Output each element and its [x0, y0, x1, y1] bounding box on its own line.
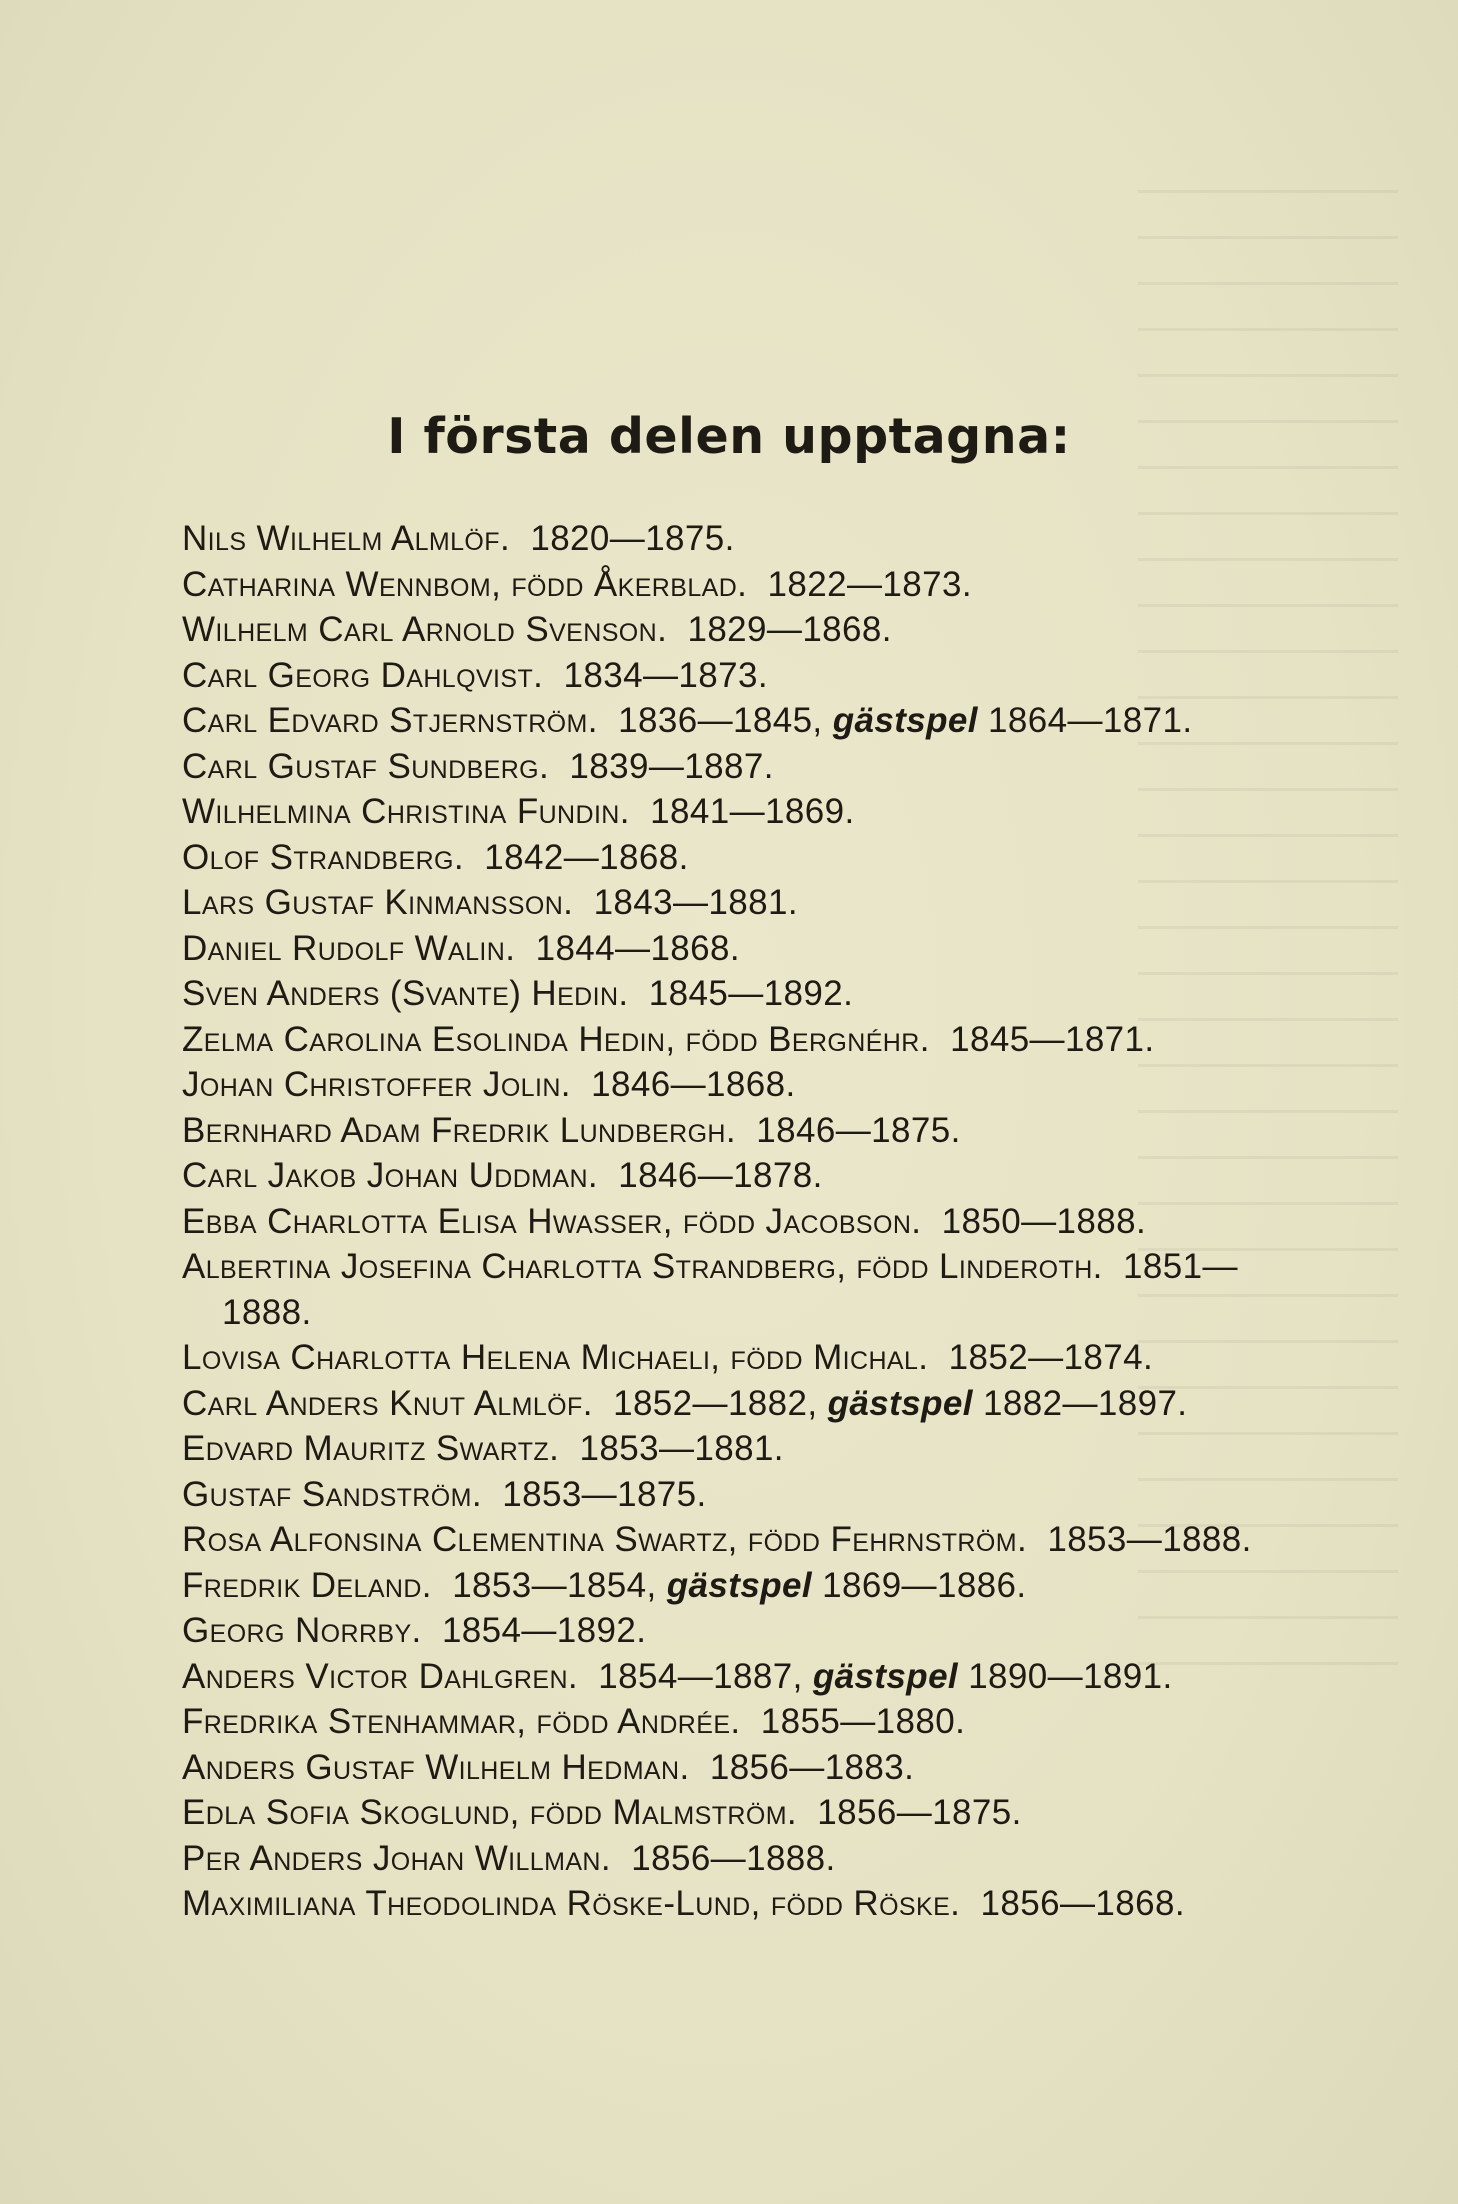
entry-years: 1853—1888. [1047, 1520, 1252, 1559]
entry-years: 1852—1874. [948, 1338, 1154, 1377]
entry-name: Daniel Rudolf Walin. [182, 928, 516, 968]
entry-years: 1855—1880. [760, 1702, 966, 1741]
entry-guest-years: 1864—1871. [988, 701, 1193, 740]
entry-years: 1829—1868. [687, 610, 892, 649]
list-item [182, 789, 1302, 835]
entry-name: Bernhard Adam Fredrik Lundbergh. [182, 1110, 736, 1150]
list-item [182, 1017, 1302, 1063]
list-item [182, 744, 1302, 790]
list-item [182, 926, 1302, 972]
entry-name: Nils Wilhelm Almlöf. [182, 519, 511, 558]
list-item [182, 1153, 1302, 1199]
entry-name: Maximiliana Theodolinda Röske-Lund, född Röske. [182, 1884, 961, 1923]
entry-guest-years: 1869—1886. [822, 1565, 1027, 1605]
entry-years: 1851—1888. [222, 1247, 1238, 1332]
entry-name: Olof Strandberg. [182, 837, 464, 877]
entry-name: Carl Jakob Johan Uddman. [182, 1156, 599, 1195]
entry-years: 1839—1887. [569, 746, 774, 786]
list-item [182, 880, 1302, 926]
list-item [182, 607, 1302, 653]
entry-name: Ebba Charlotta Elisa Hwasser, född Jacobson. [182, 1201, 922, 1241]
list-item [182, 1062, 1302, 1108]
entry-years: 1856—1883. [709, 1747, 915, 1787]
entry-years: 1853—1875. [502, 1474, 707, 1514]
list-item [182, 516, 1302, 562]
entry-years: 1834—1873. [563, 655, 768, 695]
entry-years: 1853—1881. [579, 1429, 784, 1468]
entry-years: 1845—1892. [648, 974, 854, 1013]
list-item [182, 1335, 1302, 1381]
entry-years: 1842—1868. [484, 837, 689, 877]
entry-guest-label: gästspel [812, 1656, 959, 1696]
entry-guest-label: gästspel [827, 1383, 973, 1423]
name-list [182, 516, 1302, 1927]
list-item [182, 1381, 1302, 1427]
entry-name: Rosa Alfonsina Clementina Swartz, född Fehrnström. [182, 1520, 1028, 1559]
entry-name: Carl Edvard Stjernström. [182, 701, 598, 740]
entry-years: 1846—1878. [618, 1156, 823, 1195]
entry-name: Albertina Josefina Charlotta Strandberg, född Linderoth. [182, 1247, 1103, 1286]
entry-name: Lovisa Charlotta Helena Michaeli, född Michal. [182, 1338, 929, 1377]
entry-years: 1845—1871. [950, 1019, 1155, 1059]
entry-name: Anders Victor Dahlgren. [182, 1656, 579, 1696]
entry-name: Wilhelm Carl Arnold Svenson. [182, 610, 668, 649]
list-item [182, 1881, 1302, 1927]
entry-name: Carl Anders Knut Almlöf. [182, 1383, 593, 1423]
list-item [182, 1517, 1302, 1563]
list-item [182, 1472, 1302, 1518]
entry-years: 1822—1873. [767, 564, 972, 604]
entry-name: Catharina Wennbom, född Åkerblad. [182, 564, 748, 604]
entry-name: Fredrika Stenhammar, född Andrée. [182, 1702, 741, 1741]
entry-guest-label: gästspel [666, 1565, 812, 1605]
entry-years: 1843—1881. [593, 883, 799, 922]
list-item [182, 835, 1302, 881]
entry-years: 1852—1882, [613, 1383, 818, 1423]
entry-name: Zelma Carolina Esolinda Hedin, född Bergnéhr. [182, 1019, 930, 1059]
list-item [182, 698, 1302, 744]
list-item [182, 1244, 1302, 1335]
list-item [182, 562, 1302, 608]
entry-years: 1856—1868. [980, 1884, 1185, 1923]
entry-guest-label: gästspel [832, 701, 978, 740]
entry-years: 1846—1868. [591, 1065, 796, 1104]
list-item [182, 1108, 1302, 1154]
entry-name: Fredrik Deland. [182, 1565, 432, 1605]
entry-years: 1844—1868. [535, 928, 741, 968]
list-item [182, 1608, 1302, 1654]
list-item [182, 1563, 1302, 1609]
list-item [182, 1745, 1302, 1791]
entry-name: Sven Anders (Svante) Hedin. [182, 974, 629, 1013]
list-item [182, 971, 1302, 1017]
page-title: I första delen upptagna: [387, 408, 1071, 465]
entry-name: Edvard Mauritz Swartz. [182, 1429, 560, 1468]
list-item [182, 1654, 1302, 1700]
entry-name: Wilhelmina Christina Fundin. [182, 792, 630, 831]
entry-name: Carl Georg Dahlqvist. [182, 655, 544, 695]
entry-years: 1841—1869. [650, 792, 855, 831]
list-item [182, 1790, 1302, 1836]
entry-guest-years: 1890—1891. [968, 1656, 1173, 1696]
entry-name: Carl Gustaf Sundberg. [182, 746, 550, 786]
entry-years: 1836—1845, [618, 701, 823, 740]
entry-years: 1850—1888. [941, 1201, 1147, 1241]
entry-years: 1856—1875. [817, 1793, 1022, 1832]
entry-years: 1856—1888. [631, 1838, 836, 1878]
entry-years: 1820—1875. [530, 519, 735, 558]
entry-name: Georg Norrby. [182, 1611, 422, 1650]
list-item [182, 1836, 1302, 1882]
entry-name: Anders Gustaf Wilhelm Hedman. [182, 1747, 690, 1787]
entry-years: 1854—1887, [598, 1656, 803, 1696]
list-item [182, 1699, 1302, 1745]
list-item [182, 1199, 1302, 1245]
entry-name: Gustaf Sandström. [182, 1474, 482, 1514]
entry-name: Johan Christoffer Jolin. [182, 1065, 571, 1104]
entry-name: Lars Gustaf Kinmansson. [182, 883, 574, 922]
entry-years: 1854—1892. [441, 1611, 647, 1650]
list-item [182, 1426, 1302, 1472]
list-item [182, 653, 1302, 699]
entry-years: 1853—1854, [452, 1565, 657, 1605]
entry-name: Per Anders Johan Willman. [182, 1838, 611, 1878]
entry-guest-years: 1882—1897. [982, 1383, 1188, 1423]
entry-years: 1846—1875. [756, 1110, 961, 1150]
entry-name: Edla Sofia Skoglund, född Malmström. [182, 1793, 798, 1832]
